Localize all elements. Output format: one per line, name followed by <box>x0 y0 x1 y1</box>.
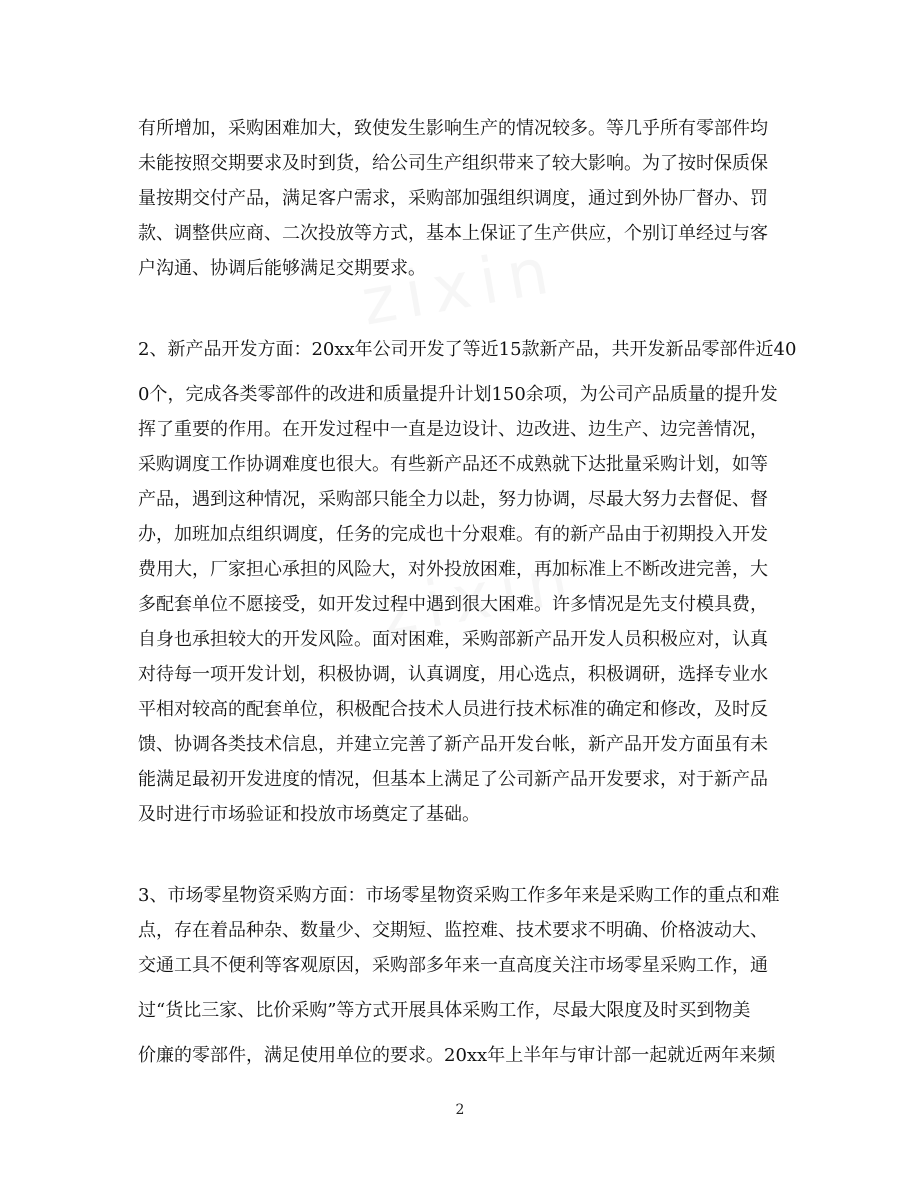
text-line: 2、新产品开发方面：20xx年公司开发了等近15款新产品，共开发新品零部件近40 <box>138 339 797 360</box>
text-line: 产品，遇到这种情况，采购部只能全力以赴，努力协调，尽最大努力去督促、督 <box>138 489 768 510</box>
text-line: 采购调度工作协调难度也很大。有些新产品还不成熟就下达批量采购计划，如等 <box>138 454 768 475</box>
text-line: 办，加班加点组织调度，任务的完成也十分艰难。有的新产品由于初期投入开发 <box>138 524 768 545</box>
text-line: 交通工具不便利等客观原因，采购部多年来一直高度关注市场零星采购工作，通 <box>138 955 768 976</box>
text-line: 及时进行市场验证和投放市场奠定了基础。 <box>138 804 480 825</box>
text-line: 有所增加，采购困难加大，致使发生影响生产的情况较多。等几乎所有零部件均 <box>138 118 768 139</box>
text-line: 未能按照交期要求及时到货，给公司生产组织带来了较大影响。为了按时保质保 <box>138 153 768 174</box>
text-line: 多配套单位不愿接受，如开发过程中遇到很大困难。许多情况是先支付模具费， <box>138 594 768 615</box>
text-line: 自身也承担较大的开发风险。面对困难，采购部新产品开发人员积极应对，认真 <box>138 629 768 650</box>
text-line: 量按期交付产品，满足客户需求，采购部加强组织调度，通过到外协厂督办、罚 <box>138 188 768 209</box>
text-line: 点，存在着品种杂、数量少、交期短、监控难、技术要求不明确、价格波动大、 <box>138 920 768 941</box>
page-number: 2 <box>455 1102 465 1118</box>
text-line: 馈、协调各类技术信息，并建立完善了新产品开发台帐，新产品开发方面虽有未 <box>138 734 768 755</box>
text-line: 平相对较高的配套单位，积极配合技术人员进行技术标准的确定和修改，及时反 <box>138 699 768 720</box>
text-line: 0个，完成各类零部件的改进和质量提升计划150余项，为公司产品质量的提升发 <box>138 384 778 405</box>
text-line: 过“货比三家、比价采购”等方式开展具体采购工作，尽最大限度及时买到物美 <box>138 1000 751 1021</box>
text-line: 3、市场零星物资采购方面：市场零星物资采购工作多年来是采购工作的重点和难 <box>138 885 780 906</box>
text-line: 款、调整供应商、二次投放等方式，基本上保证了生产供应，个别订单经过与客 <box>138 223 768 244</box>
text-line: 挥了重要的作用。在开发过程中一直是边设计、边改进、边生产、边完善情况， <box>138 419 768 440</box>
text-line: 户沟通、协调后能够满足交期要求。 <box>138 258 426 279</box>
text-line: 费用大，厂家担心承担的风险大，对外投放困难，再加标准上不断改进完善，大 <box>138 559 768 580</box>
text-line: 对待每一项开发计划，积极协调，认真调度，用心选点，积极调研，选择专业水 <box>138 664 768 685</box>
text-line: 能满足最初开发进度的情况，但基本上满足了公司新产品开发要求，对于新产品 <box>138 769 768 790</box>
text-line: 价廉的零部件，满足使用单位的要求。20xx年上半年与审计部一起就近两年来频 <box>138 1045 776 1066</box>
